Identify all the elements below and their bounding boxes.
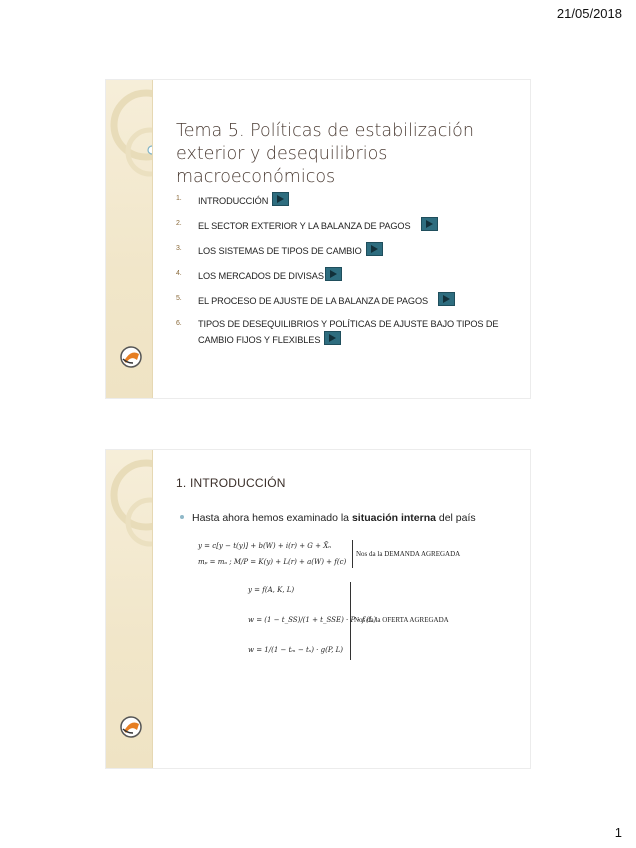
slide-heading: Tema 5. Políticas de estabilización exterior y desequilibrios macroeconómicos [176,121,474,187]
toc-label: EL SECTOR EXTERIOR Y LA BALANZA DE PAGOS [198,221,411,231]
university-logo-icon [120,716,142,738]
play-arrow-icon[interactable] [421,217,438,231]
play-arrow-icon[interactable] [272,192,289,206]
bullet-bold: situación interna [351,512,436,524]
slide-sidebar [106,80,153,398]
play-arrow-icon[interactable] [325,267,342,281]
brace [348,540,353,568]
toc-item[interactable] [176,217,520,233]
toc-number: 3. [176,245,182,252]
toc-item[interactable] [176,317,520,347]
equation: y = f(A, K, L) [248,586,295,594]
slide-title [106,80,530,398]
bullet-dot-icon [180,515,184,519]
decorative-swirl-icon [106,80,153,210]
demand-label: Nos da la DEMANDA AGREGADA [356,550,461,558]
toc-label: EL PROCESO DE AJUSTE DE LA BALANZA DE PAGOS [198,296,429,306]
toc-number: 5. [176,295,182,302]
supply-label: Nos da la OFERTA AGREGADA [354,616,449,624]
toc-item[interactable] [176,267,520,283]
toc-number: 1. [176,195,182,202]
toc-number: 2. [176,220,182,227]
slide-sidebar [106,450,153,768]
play-arrow-icon[interactable] [324,331,341,345]
toc-number: 6. [176,320,182,327]
toc-label: LOS MERCADOS DE DIVISAS [198,271,324,281]
bullet-pre: Hasta ahora hemos examinado la [192,512,352,524]
table-of-contents [176,192,520,356]
equation: mₚ = mₐ ; M/P = K(y) + L(r) + a(W) + f(c) [198,558,347,566]
slide-introduction [106,450,530,768]
play-arrow-icon[interactable] [438,292,455,306]
play-arrow-icon[interactable] [366,242,383,256]
brace [346,582,351,660]
toc-label: INTRODUCCIÓN [198,196,269,206]
university-logo-icon [120,346,142,368]
slide-heading: 1. INTRODUCCIÓN [176,476,286,490]
print-date: 21/05/2018 [556,6,622,21]
page-number: 1 [614,825,622,840]
decorative-swirl-icon [106,450,153,580]
toc-label: LOS SISTEMAS DE TIPOS DE CAMBIO [198,246,362,256]
toc-label: TIPOS DE DESEQUILIBRIOS Y POLÍTICAS DE AJUSTE BAJO TIPOS DE CAMBIO FIJOS Y FLEXIBLES [198,319,499,345]
bullet-text [180,512,476,524]
toc-item[interactable] [176,192,520,208]
equation: y = c[y − t(y)] + b(W) + i(r) + G + X̄ₙ [198,542,332,550]
toc-item[interactable] [176,242,520,258]
equation: w = (1 − t_SS)/(1 + t_SSE) · P · f′(L) [248,616,377,624]
bullet-post: del país [435,512,476,524]
equation: w = 1/(1 − tₘ − tₛ) · g(P, L) [248,646,343,654]
toc-number: 4. [176,270,182,277]
toc-item[interactable] [176,292,520,308]
formula-block [198,538,498,668]
